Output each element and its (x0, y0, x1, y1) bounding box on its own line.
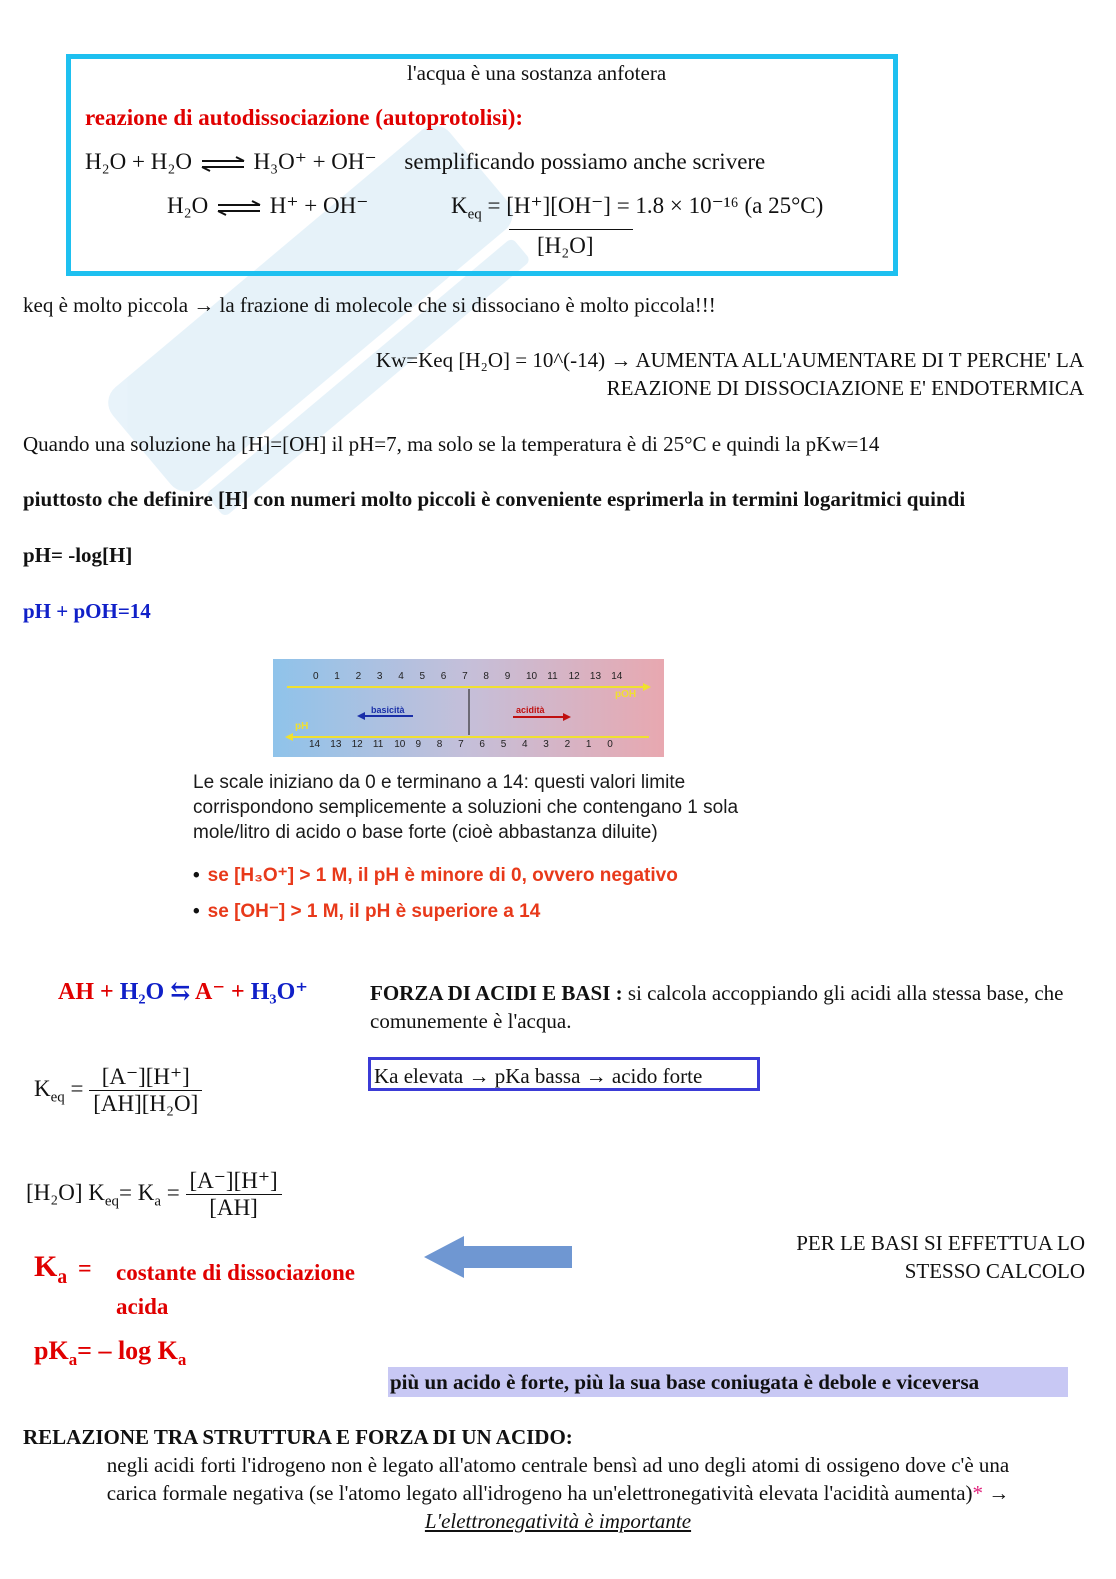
paragraph-neutral: Quando una soluzione ha [H]=[OH] il pH=7, ma solo se la temperatura è di 25°C e quindi la pKw=14 (23, 432, 880, 456)
ph-tick: 2 (564, 739, 571, 750)
ka-summary-box (368, 1057, 760, 1091)
eq1-left: H₂O + H₂O (85, 149, 192, 174)
eq2-left: H₂O (167, 193, 209, 218)
pka-sub: a (68, 1350, 78, 1370)
keq-lhs-sub: eq (50, 1089, 65, 1106)
ph-scale-figure (273, 659, 664, 757)
relazione-line-1: negli acidi forti l'idrogeno non è legato all'atomo centrale bensì ad uno degli atomi di ossigeno dove c'è una (106, 1453, 1010, 1477)
equation-2 (167, 193, 368, 219)
ph-tick: 9 (415, 739, 422, 750)
poh-tick: 6 (440, 671, 447, 682)
ph-tick: 4 (522, 739, 528, 750)
keq-sub: eq (467, 206, 482, 223)
ph-tick: 3 (543, 739, 549, 750)
acid-reaction (58, 976, 308, 1006)
reaction-arrow-icon: ⇆ (170, 979, 191, 1005)
bullet-base (193, 900, 540, 923)
bullet-1-text: se [H₃O⁺] > 1 M, il pH è minore di 0, ovvero negativo (207, 865, 678, 886)
keq-fraction (89, 1064, 202, 1117)
ka-denominator: [AH] (209, 1195, 258, 1220)
keq-acid-denominator: [AH][H₂O] (93, 1091, 199, 1116)
ka-definition (116, 1256, 355, 1324)
reaction-heading: reazione di autodissociazione (autoprotolisi): (85, 105, 524, 130)
basi-line-2: STESSO CALCOLO (904, 1259, 1085, 1283)
poh-tick: 10 (526, 671, 538, 682)
reaction-a: A⁻ (195, 979, 226, 1005)
desc-line-3: mole/litro di acido o base forte (cioè abbastanza diluite) (193, 822, 658, 843)
ph-tick: 1 (585, 739, 592, 750)
equilibrium-arrow-icon (198, 156, 248, 172)
paragraph-keq: keq è molto piccola → la frazione di molecole che si dissociano è molto piccola!!! (23, 293, 716, 317)
bullet-2-text: se [OH⁻] > 1 M, il pH è superiore a 14 (207, 901, 541, 922)
paragraph-log: piuttosto che definire [H] con numeri molto piccoli è conveniente esprimerla in termini logaritmici quindi (23, 487, 966, 511)
ka-def-equals: = (78, 1256, 92, 1282)
ph-label: pH (295, 721, 309, 732)
relazione-title: RELAZIONE TRA STRUTTURA E FORZA DI UN ACIDO: (23, 1425, 573, 1449)
ka-symbol (34, 1250, 68, 1288)
eq1-note: semplificando possiamo anche scrivere (404, 149, 766, 174)
poh-tick: 3 (376, 671, 383, 682)
poh-tick: 11 (547, 671, 558, 682)
ph-tick: 11 (372, 739, 384, 750)
basicity-label: basicità (371, 705, 405, 715)
poh-tick: 14 (611, 671, 623, 682)
ph-tick: 5 (500, 739, 507, 750)
poh-label: pOH (615, 689, 637, 700)
scale-description (193, 770, 813, 845)
bullet-acid (193, 864, 678, 887)
ka-numerator: [A⁻][H⁺] (186, 1168, 282, 1195)
ph-tick: 8 (436, 739, 443, 750)
ka-lhs-sub: eq (104, 1193, 120, 1210)
ph-tick: 10 (394, 739, 406, 750)
ka-fraction (186, 1168, 282, 1221)
pka-symbol: pK (34, 1336, 69, 1365)
poh-tick: 1 (334, 671, 340, 682)
ka-lhs: [H₂O] K (26, 1179, 105, 1205)
left-arrow-icon (424, 1234, 576, 1280)
poh-tick: 0 (313, 671, 319, 682)
equilibrium-arrow-icon (214, 200, 264, 216)
ph-tick: 13 (330, 739, 342, 750)
keq-denominator: [H₂O] (537, 233, 594, 258)
keq-acid-expression: $K_{eq}$ = $\frac{[A^-][H^+]}{\text{[AH][H₂O]}}$ (34, 1064, 202, 1117)
paragraph-kw (200, 346, 1084, 402)
highlight-text: più un acido è forte, più la sua base coniugata è debole e viceversa (390, 1370, 980, 1394)
relazione-line-2-text: carica formale negativa (se l'atomo legato all'idrogeno ha un'elettronegatività elevata l'acidità aumenta) (106, 1481, 973, 1505)
keq-lhs: K (34, 1075, 51, 1101)
desc-line-1: Le scale iniziano da 0 e terminano a 14: questi valori limite (193, 772, 686, 793)
reaction-plus-1: + (100, 979, 114, 1005)
forza-title: FORZA DI ACIDI E BASI : (370, 981, 623, 1005)
poh-tick: 5 (419, 671, 426, 682)
poh-tick: 13 (589, 671, 602, 682)
keq-acid-numerator: [A⁻][H⁺] (89, 1064, 202, 1091)
reaction-h3o: H₃O⁺ (250, 979, 308, 1005)
bullet-dot-icon: • (193, 901, 200, 922)
keq-fraction-bar (509, 229, 633, 230)
relazione-body (20, 1451, 1096, 1535)
ka-def-sub: a (57, 1267, 68, 1288)
ph-tick: 12 (351, 739, 363, 750)
ph-poh-sum: pH + pOH=14 (23, 599, 151, 623)
keq-numerator: = [H⁺][OH⁻] = 1.8 × 10⁻¹⁶ (a 25°C) (487, 193, 824, 218)
reaction-ah: AH (58, 979, 94, 1005)
arrow-mark: → (983, 1481, 1010, 1505)
ka-def-symbol: K (34, 1250, 58, 1283)
ph-tick: 6 (479, 739, 485, 750)
reaction-plus-2: + (231, 979, 245, 1005)
basi-note (700, 1229, 1085, 1285)
autoprotolysis-box (66, 54, 898, 276)
pka-rest: = – log K (77, 1336, 178, 1365)
keq-symbol: K (451, 193, 468, 218)
poh-tick: 4 (398, 671, 404, 682)
ph-definition: pH= -log[H] (23, 543, 133, 567)
pka-rest-sub: a (177, 1350, 187, 1370)
equation-1 (85, 149, 765, 175)
box-title: l'acqua è una sostanza anfotera (407, 61, 667, 85)
forza-text: si calcola accoppiando gli acidi alla stessa base, che comunemente è l'acqua. (370, 981, 1064, 1033)
acidity-label: acidità (516, 705, 545, 715)
kw-line-2: REAZIONE DI DISSOCIAZIONE E' ENDOTERMICA (606, 376, 1084, 400)
basi-line-1: PER LE BASI SI EFFETTUA LO (796, 1231, 1085, 1255)
poh-tick: 2 (355, 671, 362, 682)
eq1-right: H₃O⁺ + OH⁻ (253, 149, 377, 174)
poh-tick: 8 (483, 671, 489, 682)
poh-tick: 9 (504, 671, 511, 682)
kw-line-1: Kw=Keq [H₂O] = 10^(-14) → AUMENTA ALL'AUMENTARE DI T PERCHE' LA (375, 348, 1084, 372)
eq2-right: H⁺ + OH⁻ (269, 193, 369, 218)
ph-tick: 0 (607, 739, 613, 750)
ka-def-line-1: costante di dissociazione (116, 1260, 355, 1285)
reaction-h2o: H₂O (119, 979, 165, 1005)
keq-expression (451, 193, 824, 223)
ph-tick: 7 (458, 739, 464, 750)
poh-tick: 7 (462, 671, 468, 682)
ph-tick: 14 (309, 739, 321, 750)
bullet-dot-icon: • (193, 865, 200, 886)
poh-tick: 12 (568, 671, 580, 682)
forza-paragraph (370, 979, 1085, 1035)
ka-mid: = K (119, 1179, 155, 1205)
pka-definition (34, 1336, 187, 1370)
ka-summary-text: Ka elevata → pKa bassa → acido forte (374, 1064, 703, 1088)
asterisk-mark: * (972, 1481, 984, 1505)
ka-def-line-2: acida (116, 1294, 169, 1319)
ka-mid-sub: a (154, 1193, 162, 1210)
ka-expression: [H₂O] $K_{eq}= K_a$ = $\frac{[A^-][H^+]}{[AH]}$ (26, 1168, 282, 1221)
relazione-line-3: L'elettronegatività è importante (424, 1509, 692, 1533)
desc-line-2: corrispondono semplicemente a soluzioni che contengano 1 sola (193, 797, 739, 818)
relazione-line-2 (20, 1479, 1096, 1507)
